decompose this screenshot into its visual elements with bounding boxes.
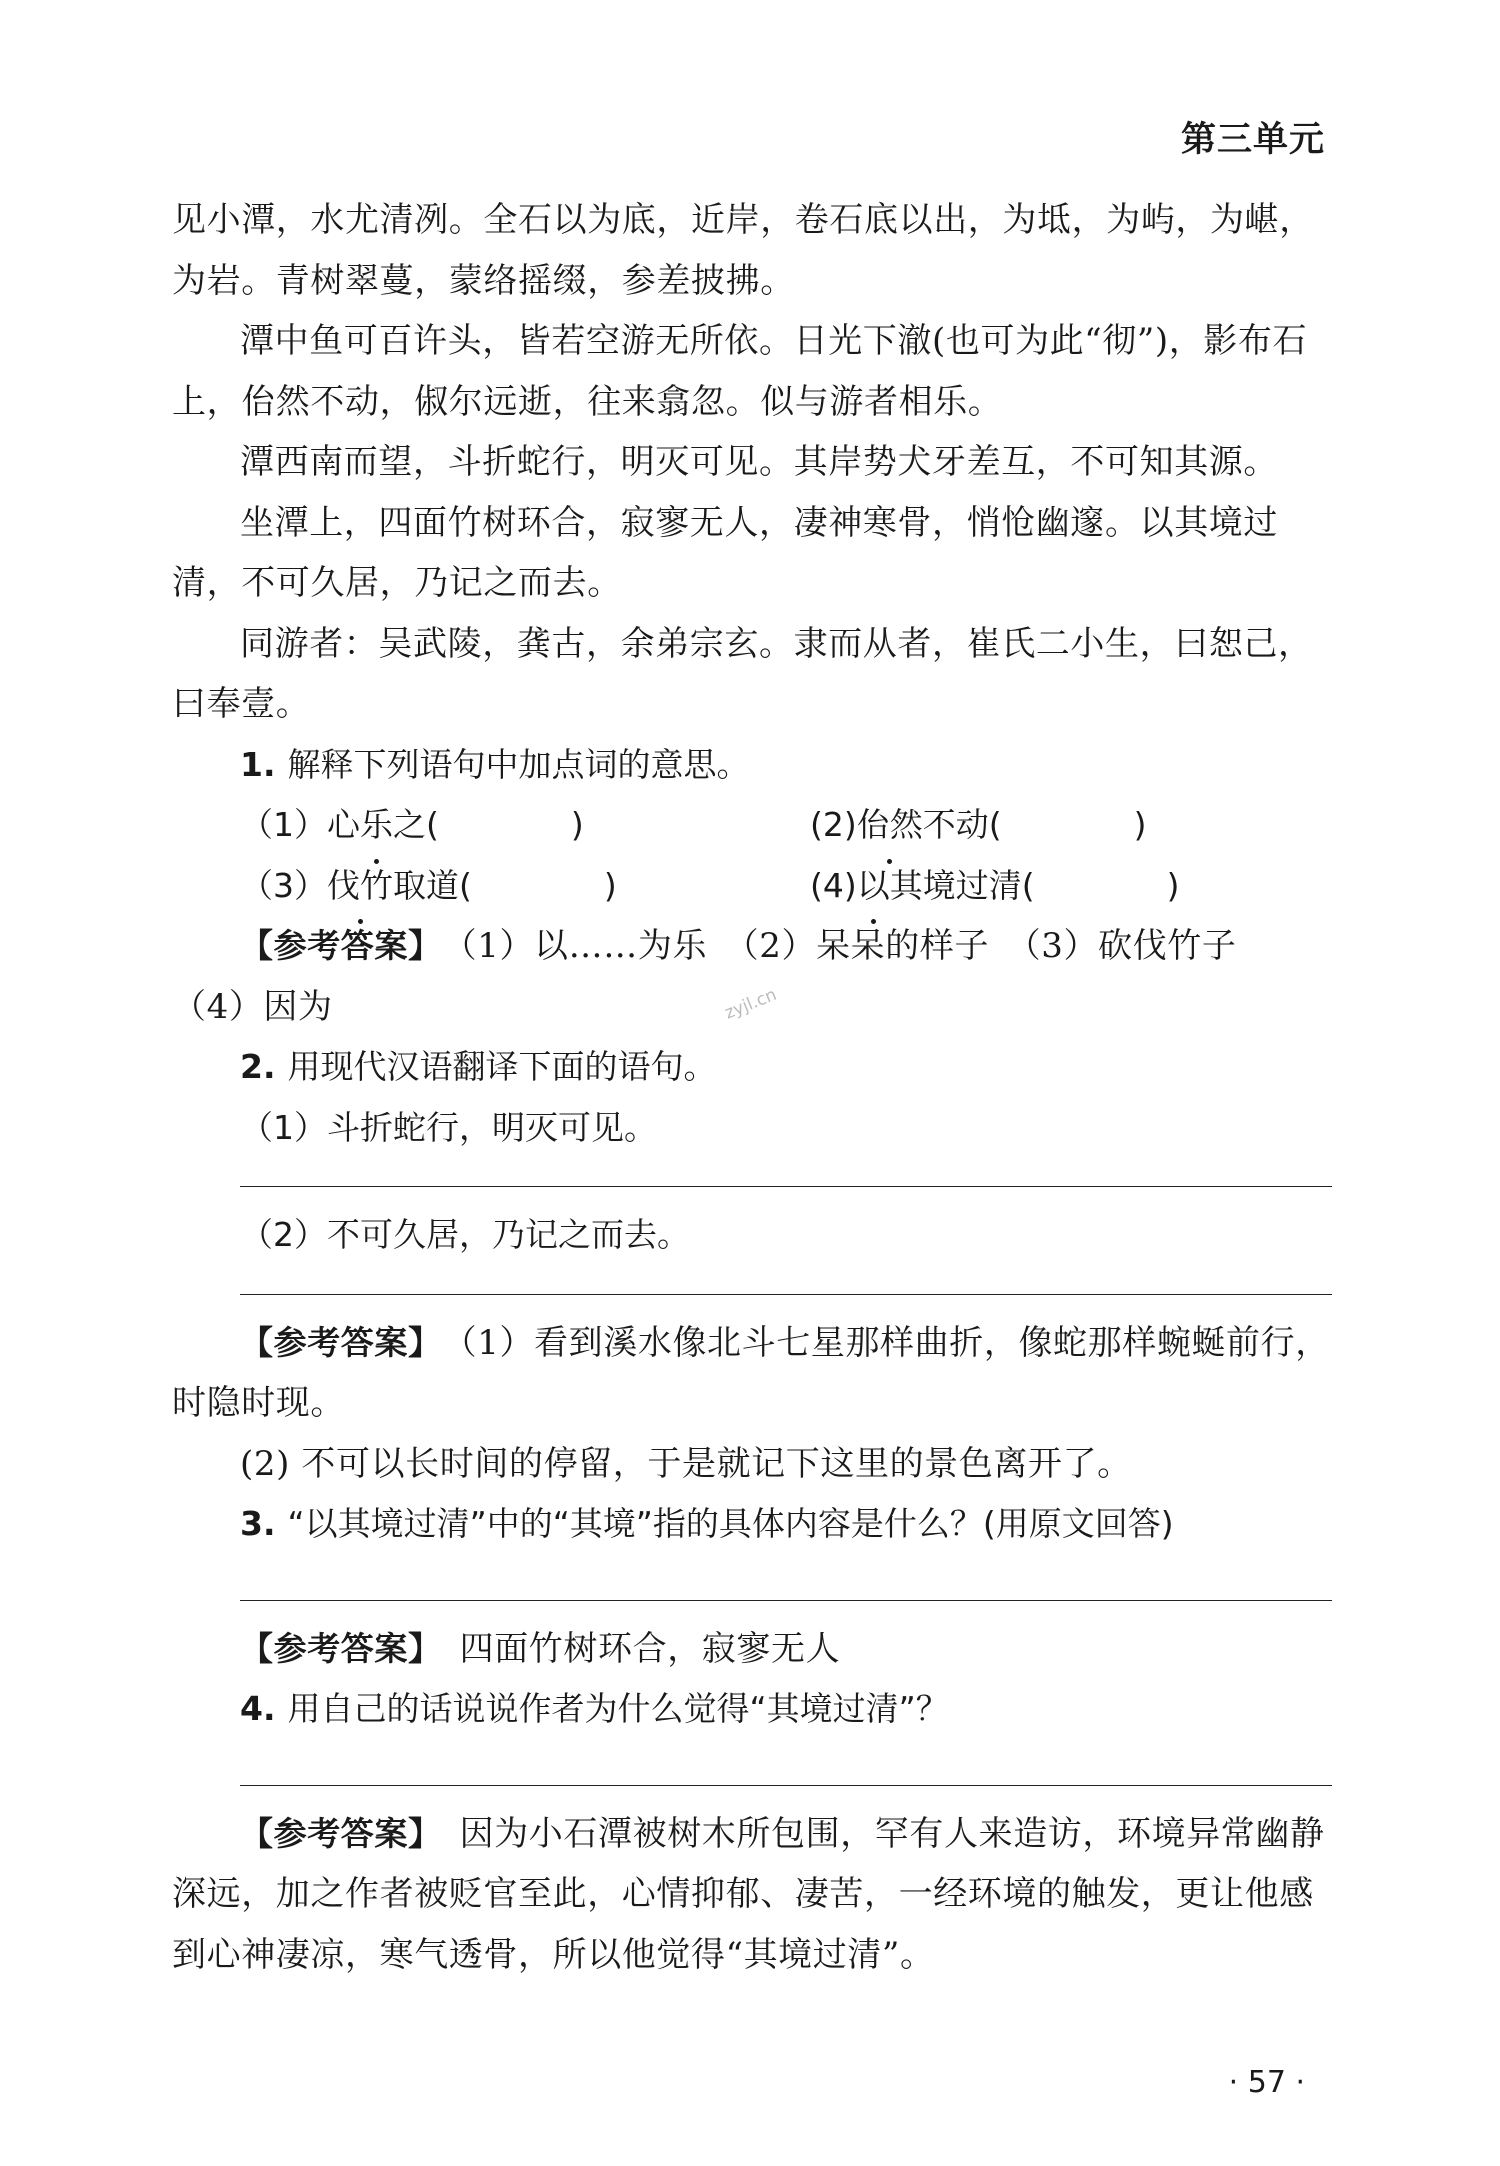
answer-line bbox=[240, 1294, 1332, 1295]
question-1-item-2: (2)佁然不动( ) bbox=[810, 795, 1147, 856]
unit-header: 第三单元 bbox=[1180, 120, 1325, 160]
page-number: · 57 · bbox=[1228, 2065, 1305, 2100]
passage-paragraph-1: 见小潭，水尤清冽。全石以为底，近岸，卷石底以出，为坻，为屿，为嵁，为岩。青树翠蔓，蒙络摇缀，参差披拂。 bbox=[172, 200, 1314, 301]
page-body bbox=[172, 190, 1332, 1985]
answer-tag: 【参考答案】 bbox=[240, 1813, 442, 1853]
question-1-item-4: (4)以其境过清( ) bbox=[810, 856, 1180, 917]
passage-paragraph-4: 坐潭上，四面竹树环合，寂寥无人，凄神寒骨，悄怆幽邃。以其境过清，不可久居，乃记之而去。 bbox=[172, 502, 1278, 603]
question-1 bbox=[172, 735, 1332, 796]
question-2-answer: 【参考答案】 （1）看到溪水像北斗七星那样曲折，像蛇那样蜿蜒前行，时隐时现。 bbox=[172, 1322, 1330, 1423]
answer-tag: 【参考答案】 bbox=[240, 1628, 442, 1668]
passage-paragraph-5: 同游者：吴武陵，龚古，余弟宗玄。隶而从者，崔氏二小生，曰恕己，曰奉壹。 bbox=[172, 623, 1313, 724]
watermark: zyjl.cn bbox=[722, 984, 780, 1024]
question-4-answer: 【参考答案】 因为小石潭被树木所包围，罕有人来造访，环境异常幽静深远，加之作者被贬官至此，心情抑郁、凄苦，一经环境的触发，更让他感到心神凄凉，寒气透骨，所以他觉得“其境过清”。 bbox=[172, 1813, 1325, 1975]
dotted-word: 佁然 bbox=[857, 795, 923, 856]
question-3-answer: 【参考答案】 四面竹树环合，寂寥无人 bbox=[240, 1628, 841, 1669]
question-1-answer: 【参考答案】 （1）以……为乐 （2）呆呆的样子 （3）砍伐竹子 bbox=[240, 926, 1237, 966]
question-3 bbox=[172, 1494, 1332, 1555]
question-2-sentence-2: （2）不可久居，乃记之而去。 bbox=[240, 1215, 690, 1254]
answer-tag: 【参考答案】 bbox=[240, 1322, 442, 1362]
answer-line bbox=[240, 1600, 1332, 1601]
question-1-text: 解释下列语句中加点词的意思。 bbox=[287, 744, 750, 784]
passage-paragraph-3: 潭西南而望，斗折蛇行，明灭可见。其岸势犬牙差互，不可知其源。 bbox=[240, 442, 1278, 482]
question-2-answer-2: (2) 不可以长时间的停留，于是就记下这里的景色离开了。 bbox=[240, 1443, 1132, 1484]
question-1-number: 1. bbox=[240, 744, 276, 784]
question-1-item-1: （1）心乐之( ) bbox=[240, 795, 810, 856]
question-2-text: 用现代汉语翻译下面的语句。 bbox=[287, 1047, 717, 1086]
question-2-sentence-1: （1）斗折蛇行，明灭可见。 bbox=[240, 1107, 657, 1147]
passage-paragraph-2: 潭中鱼可百许头，皆若空游无所依。日光下澈(也可为此“彻”)，影布石上，佁然不动，俶尔远逝，往来翕忽。似与游者相乐。 bbox=[172, 321, 1308, 422]
question-1-answer-cont: （4）因为 bbox=[172, 986, 333, 1027]
question-1-item-3: （3）伐竹取道( ) bbox=[240, 856, 810, 917]
question-3-text: “以其境过清”中的“其境”指的具体内容是什么？(用原文回答) bbox=[287, 1504, 1174, 1543]
answer-tag: 【参考答案】 bbox=[240, 926, 442, 965]
dotted-word: 乐 bbox=[360, 795, 393, 856]
question-4-number: 4. bbox=[240, 1689, 276, 1728]
dotted-word: 伐竹 bbox=[327, 856, 393, 917]
dotted-word: 以 bbox=[857, 856, 890, 917]
question-4 bbox=[172, 1679, 1332, 1740]
question-4-text: 用自己的话说说作者为什么觉得“其境过清”？ bbox=[287, 1689, 949, 1728]
question-3-number: 3. bbox=[240, 1504, 276, 1543]
question-2-number: 2. bbox=[240, 1047, 276, 1086]
answer-line bbox=[240, 1186, 1332, 1187]
question-2 bbox=[172, 1037, 1332, 1098]
answer-line bbox=[240, 1785, 1332, 1786]
question-1-items bbox=[172, 795, 1332, 916]
